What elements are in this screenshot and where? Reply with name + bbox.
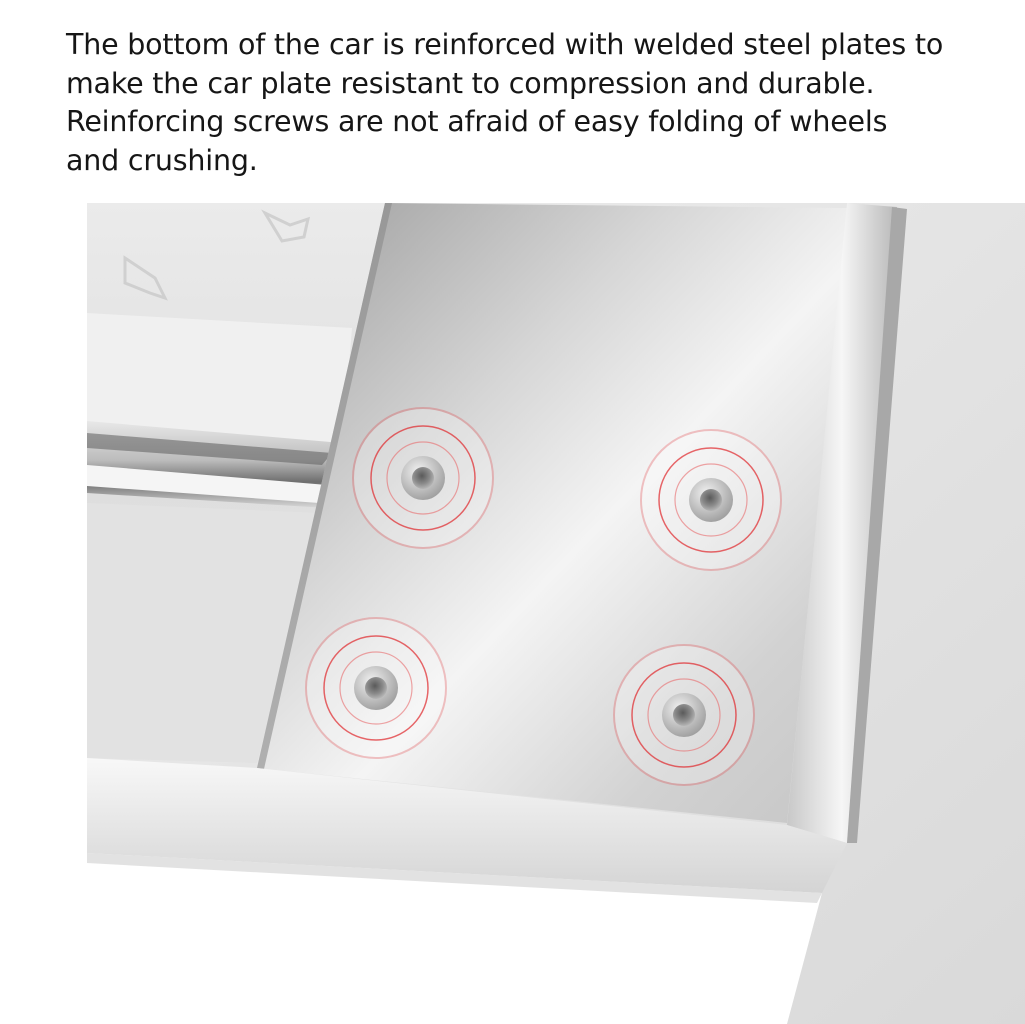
caption-line-1: The bottom of the car is reinforced with welded steel plates to — [66, 28, 944, 61]
caption — [66, 26, 1006, 180]
screw-highlight-4 — [614, 645, 754, 785]
screw-highlight-1 — [353, 408, 493, 548]
caption-line-3: Reinforcing screws are not afraid of easy folding of wheels — [66, 105, 888, 138]
product-photo — [87, 203, 1025, 1024]
caption-line-4: and crushing. — [66, 143, 258, 177]
steel-plate-illustration — [87, 203, 1025, 1024]
screw-highlight-2 — [641, 430, 781, 570]
caption-line-2: make the car plate resistant to compression and durable. — [66, 66, 875, 100]
screw-highlight-3 — [306, 618, 446, 758]
